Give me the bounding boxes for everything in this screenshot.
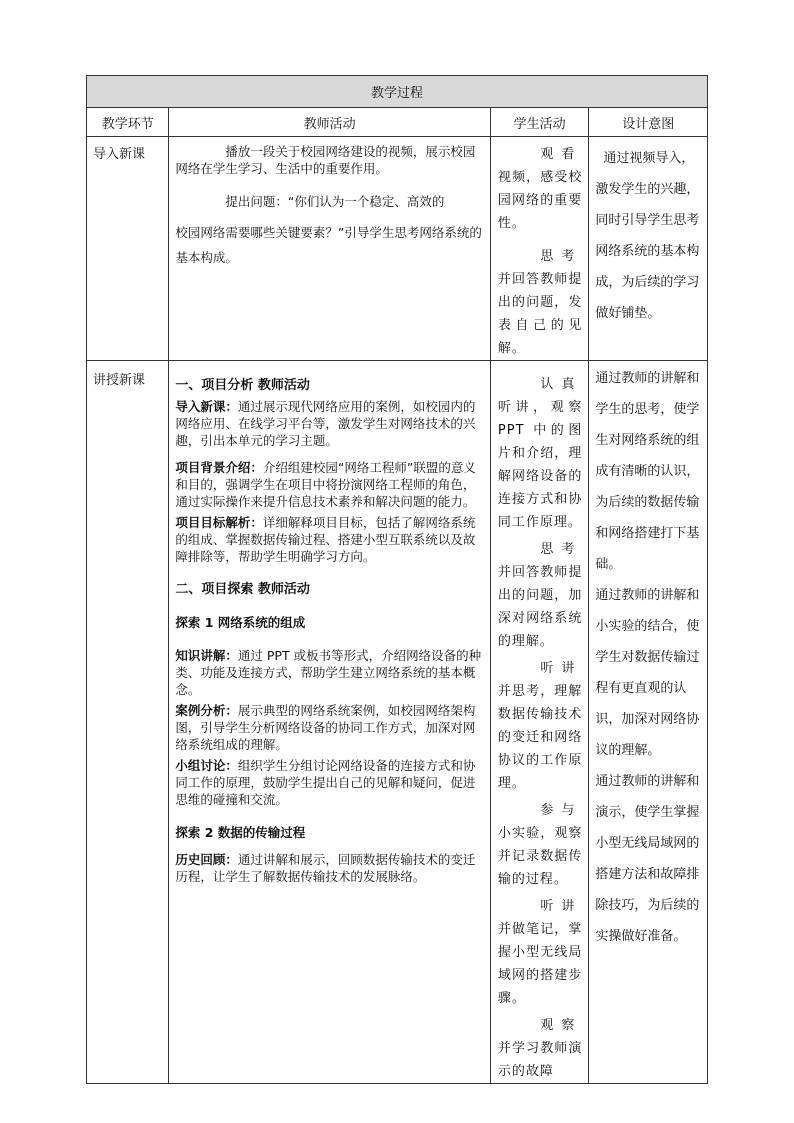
- stage-cell: [87, 361, 169, 1084]
- teacher-cell: [169, 137, 491, 361]
- table-row: [87, 361, 708, 1084]
- student-lead: 听讲: [540, 899, 583, 914]
- teacher-paragraph: 介绍组建校园“网络工程师”联盟的意义和目的，强调学生在项目中将扮演网络工程师的角色，通过实际操作来提升信息技术素养和解决问题的能力。: [175, 460, 476, 509]
- design-text: 通过教师的讲解和演示，使学生掌握小型无线局域网的搭建方法和故障排除技巧，为后续的实操做好准备。: [595, 774, 700, 944]
- student-text: 并回答教师提出的问题，加深对网络系统的理解。: [497, 565, 583, 649]
- paragraph-label: 案例分析：: [175, 703, 238, 718]
- teacher-paragraph: 播放一段关于校园网络建设的视频，展示校园网络在学生学习、生活中的重要作用。: [175, 144, 476, 176]
- section-heading: 二、项目探索 教师活动: [175, 582, 310, 597]
- student-cell: [490, 137, 588, 361]
- student-text: 并思考，理解数据传输技术的变迁和网络协议的工作原理。: [497, 684, 583, 791]
- lesson-process-table: [86, 75, 708, 1084]
- header-design: 设计意图: [589, 108, 708, 137]
- paragraph-label: 历史回顾：: [175, 852, 238, 867]
- teacher-paragraph: 通过展示现代网络应用的案例，如校园内的网络应用、在线学习平台等，激发学生对网络技术的兴趣，引出本单元的学习主题。: [175, 399, 476, 448]
- student-lead: 认真: [540, 377, 583, 392]
- header-row: [87, 108, 708, 137]
- design-cell: [589, 361, 708, 1084]
- stage-cell: [87, 137, 169, 361]
- student-text: 并做笔记，掌握小型无线局域网的搭建步骤。: [497, 922, 583, 1006]
- exploration-heading: 探索 2 数据的传输过程: [175, 825, 306, 840]
- student-lead: 思考: [540, 249, 583, 264]
- teacher-cell: [169, 361, 491, 1084]
- header-teacher: 教师活动: [169, 108, 491, 137]
- teacher-paragraph: 展示典型的网络系统案例，如校园网络架构图，引导学生分析网络设备的协同工作方式，加深对网络系统组成的理解。: [175, 703, 476, 752]
- paragraph-label: 导入新课：: [175, 399, 238, 414]
- student-cell: [490, 361, 588, 1084]
- table-row: [87, 137, 708, 361]
- teacher-paragraph: 通过讲解和展示，回顾数据传输技术的变迁历程，让学生了解数据传输技术的发展脉络。: [175, 852, 476, 884]
- teacher-paragraph: 组织学生分组讨论网络设备的连接方式和协同工作的原理，鼓励学生提出自己的见解和疑问，促进思维的碰撞和交流。: [175, 758, 476, 807]
- student-lead: 观看: [540, 147, 583, 162]
- design-text: 通过视频导入，激发学生的兴趣，同时引导学生思考网络系统的基本构成，为后续的学习做好铺垫。: [595, 151, 700, 321]
- header-stage: 教学环节: [87, 108, 169, 137]
- student-text: 并学习教师演示的故障: [497, 1041, 583, 1079]
- student-text: 听讲，观察 PPT 中的图片和介绍，理解网络设备的连接方式和协同工作原理。: [497, 400, 583, 530]
- teacher-paragraph: 通过 PPT 或板书等形式，介绍网络设备的种类、功能及连接方式，帮助学生建立网络系统的基本概念。: [175, 648, 482, 697]
- design-cell: [589, 137, 708, 361]
- paragraph-label: 知识讲解：: [175, 648, 238, 663]
- student-text: 小实验，观察并记录数据传输的过程。: [497, 826, 583, 887]
- section-heading: 一、项目分析 教师活动: [175, 378, 310, 393]
- exploration-heading: 探索 1 网络系统的组成: [175, 615, 306, 630]
- student-lead: 思考: [540, 542, 583, 557]
- design-text: 通过教师的讲解和学生的思考，使学生对网络系统的组成有清晰的认识，为后续的数据传输和网络搭建打下基础。: [595, 371, 700, 572]
- teacher-paragraph: 详细解释项目目标，包括了解网络系统的组成、掌握数据传输过程、搭建小型互联系统以及故障排除等，帮助学生明确学习方向。: [175, 515, 476, 564]
- student-lead: 观察: [540, 1018, 583, 1033]
- stage-label: 讲授新课: [93, 373, 146, 388]
- paragraph-label: 项目背景介绍：: [175, 460, 263, 475]
- paragraph-label: 项目目标解析：: [175, 515, 263, 530]
- student-lead: 听讲: [540, 661, 583, 676]
- student-text: 视频，感受校园网络的重要性。: [497, 170, 583, 231]
- header-student: 学生活动: [490, 108, 588, 137]
- student-lead: 参与: [540, 803, 583, 818]
- student-text: 并回答教师提出的问题，发表自己的见解。: [497, 272, 583, 356]
- stage-label: 导入新课: [93, 147, 146, 162]
- design-text: 通过教师的讲解和小实验的结合，使学生对数据传输过程有更直观的认识，加深对网络协议的理解。: [595, 588, 700, 758]
- table-title: 教学过程: [87, 76, 708, 108]
- paragraph-label: 小组讨论：: [175, 758, 238, 773]
- teacher-paragraph: 提出问题：“你们认为一个稳定、高效的: [225, 194, 445, 209]
- teacher-paragraph: 校园网络需要哪些关键要素？”引导学生思考网络系统的基本构成。: [175, 225, 482, 265]
